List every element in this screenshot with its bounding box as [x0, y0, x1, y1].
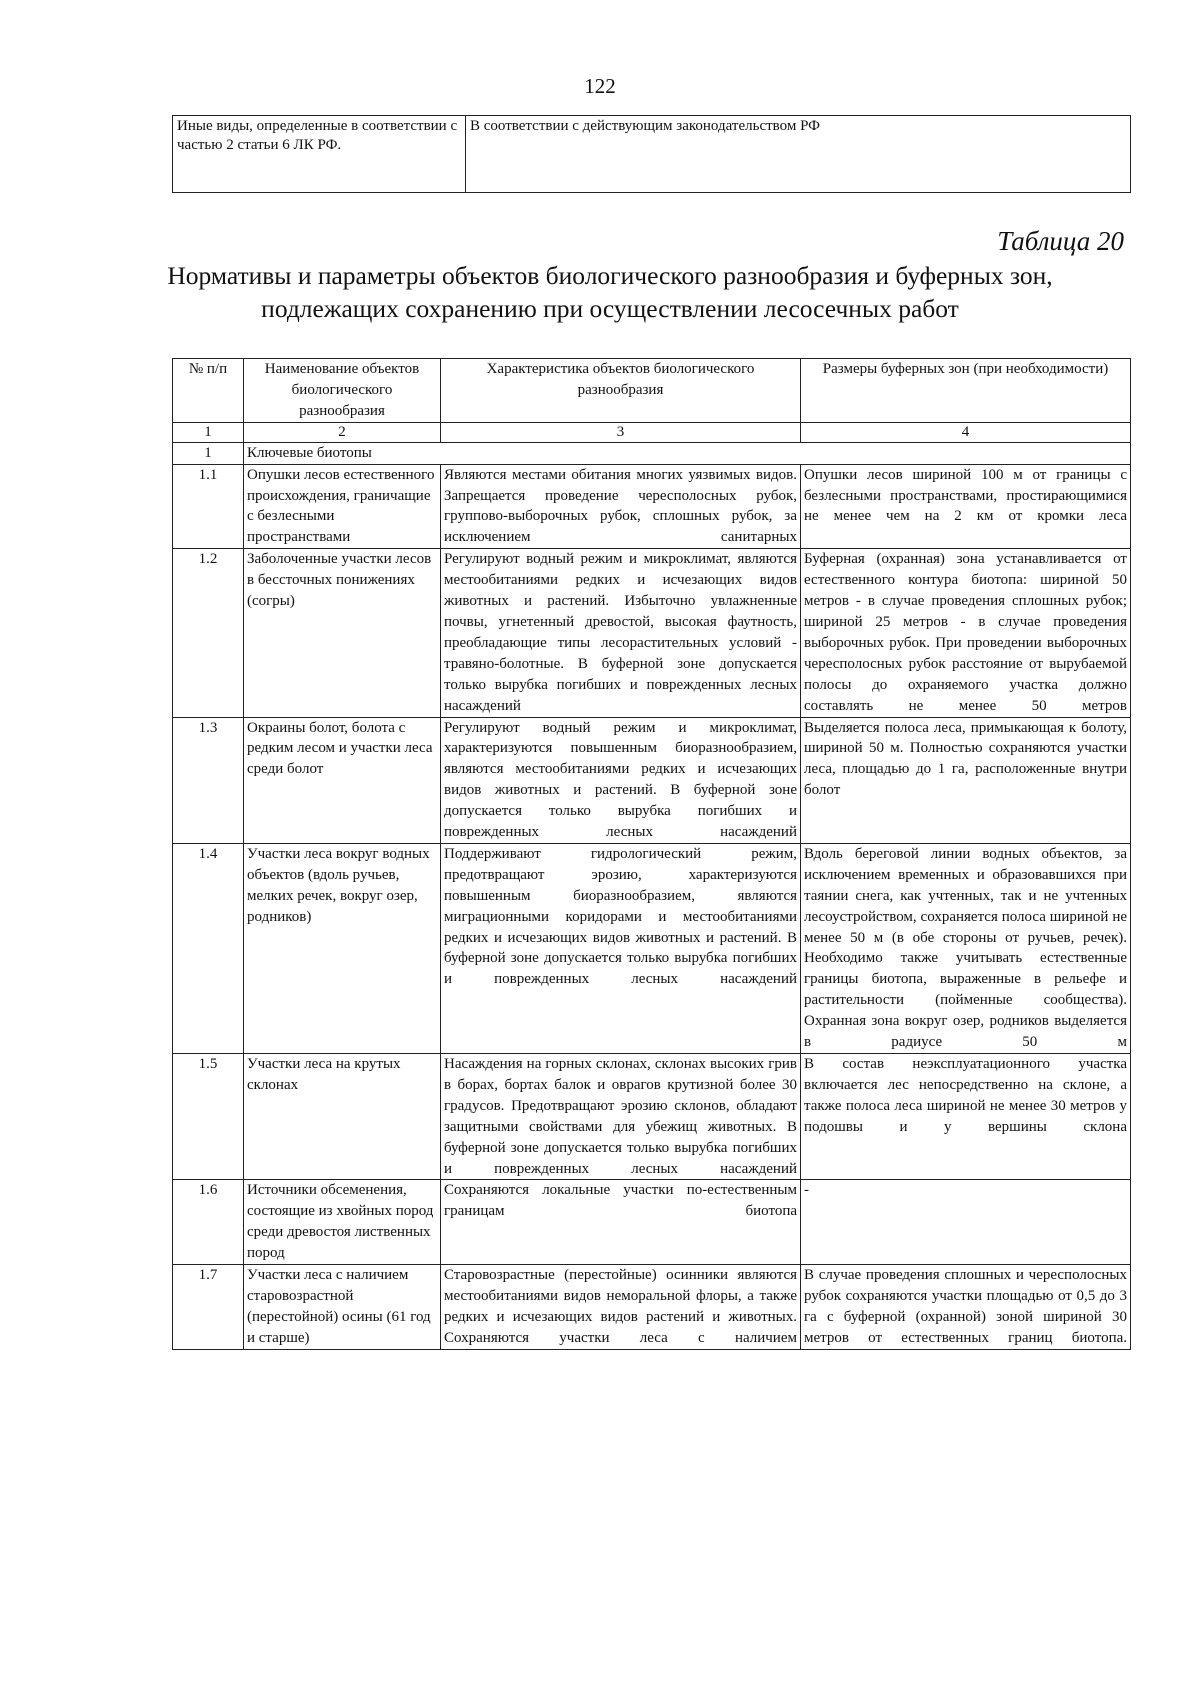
row-num: 1.1 [173, 464, 244, 549]
row-characteristic: Сохраняются локальные участки по-естественным границам биотопа [441, 1180, 801, 1265]
row-name: Заболоченные участки лесов в бессточных понижениях (согры) [244, 549, 441, 717]
column-number: 4 [801, 422, 1131, 442]
column-number: 1 [173, 422, 244, 442]
other-types-cell: Иные виды, определенные в соответствии с частью 2 статьи 6 ЛК РФ. [173, 116, 466, 193]
table-row [173, 843, 1131, 1053]
column-number: 3 [441, 422, 801, 442]
row-num: 1.6 [173, 1180, 244, 1265]
row-characteristic: Насаждения на горных склонах, склонах высоких грив в борах, бортах балок и оврагов крутизной более 30 градусов. Предотвращают эрозию склонов, обладают защитными свойствами для убежищ животных. В буферной зоне допускается только вырубка погибших и поврежденных лесных насаждений [441, 1054, 801, 1180]
row-characteristic: Старовозрастные (перестойные) осинники являются местообитаниями видов неморальной флоры, а также редких и исчезающих видов растений и животных. Сохраняются участки леса с наличием [441, 1265, 801, 1350]
page-number: 122 [584, 74, 616, 98]
table-row [173, 717, 1131, 843]
header-num: № п/п [173, 359, 244, 423]
table-row [173, 1054, 1131, 1180]
row-name: Опушки лесов естественного происхождения, граничащие с безлесными пространствами [244, 464, 441, 549]
section-name: Ключевые биотопы [244, 442, 1131, 464]
row-characteristic: Поддерживают гидрологический режим, предотвращают эрозию, характеризуются повышенным биоразнообразием, являются миграционными коридорами и местообитаниями редких и исчезающих видов животных и растений. В буферной зоне допускается только вырубка погибших и поврежденных лесных насаждений [441, 843, 801, 1053]
header-characteristic: Характеристика объектов биологического разнообразия [441, 359, 801, 423]
column-number-row [173, 422, 1131, 442]
row-num: 1.4 [173, 843, 244, 1053]
row-num: 1.3 [173, 717, 244, 843]
table-row [173, 1180, 1131, 1265]
header-row [173, 359, 1131, 423]
row-name: Участки леса вокруг водных объектов (вдоль ручьев, мелких речек, вокруг озер, родников) [244, 843, 441, 1053]
row-buffer: - [801, 1180, 1131, 1265]
table-title: Нормативы и параметры объектов биологического разнообразия и буферных зон, подлежащих сохранению при осуществлении лесосечных работ [167, 261, 1053, 323]
row-characteristic: Регулируют водный режим и микроклимат, характеризуются повышенным биоразнообразием, являются местообитаниями редких и исчезающих видов животных и растений. В буферной зоне допускается только вырубка погибших и поврежденных лесных насаждений [441, 717, 801, 843]
table-row [173, 464, 1131, 549]
header-buffer: Размеры буферных зон (при необходимости) [801, 359, 1131, 423]
row-buffer: Буферная (охранная) зона устанавливается от естественного контура биотопа: шириной 50 метров - в случае проведения сплошных рубок; шириной 25 метров - в случае проведения выборочных рубок. При проведении выборочных чересполосных рубок расстояние от вырубаемой полосы до охраняемого участка должно составлять не менее 50 метров [801, 549, 1131, 717]
row-num: 1.7 [173, 1265, 244, 1350]
row-characteristic: Являются местами обитания многих уязвимых видов. Запрещается проведение чересполосных рубок, группово-выборочных рубок, сплошных рубок, за исключением санитарных [441, 464, 801, 549]
row-buffer: Выделяется полоса леса, примыкающая к болоту, шириной 50 м. Полностью сохраняются участки леса, площадью до 1 га, расположенные внутри болот [801, 717, 1131, 843]
table-row [173, 116, 1131, 193]
section-num: 1 [173, 442, 244, 464]
table-row [173, 1265, 1131, 1350]
row-characteristic: Регулируют водный режим и микроклимат, являются местообитаниями редких и исчезающих видов животных и растений. Избыточно увлажненные почвы, угнетенный древостой, высокая фаутность, преобладающие типы лесорастительных условий - травяно-болотные. В буферной зоне допускается только вырубка погибших и поврежденных лесных насаждений [441, 549, 801, 717]
row-name: Окраины болот, болота с редким лесом и участки леса среди болот [244, 717, 441, 843]
header-name: Наименование объектов биологического разнообразия [244, 359, 441, 423]
table-label: Таблица 20 [997, 226, 1124, 256]
biodiversity-table [172, 358, 1131, 1350]
row-name: Источники обсеменения, состоящие из хвойных пород среди древостоя лиственных пород [244, 1180, 441, 1265]
row-buffer: Вдоль береговой линии водных объектов, за исключением временных и образовавшихся при таянии снега, как учтенных, так и не учтенных лесоустройством, сохраняется полоса шириной не менее 50 м (в обе стороны от ручьев, речек). Необходимо также учитывать естественные границы биотопа, выраженные в рельефе и растительности (пойменные сообщества). Охранная зона вокруг озер, родников выделяется в радиусе 50 м [801, 843, 1131, 1053]
row-num: 1.2 [173, 549, 244, 717]
legislation-cell: В соответствии с действующим законодательством РФ [466, 116, 1131, 193]
row-buffer: В состав неэксплуатационного участка включается лес непосредственно на склоне, а также полоса леса шириной не менее 30 метров у подошвы и у вершины склона [801, 1054, 1131, 1180]
section-row [173, 442, 1131, 464]
table-row [173, 549, 1131, 717]
row-buffer: Опушки лесов шириной 100 м от границы с безлесными пространствами, простирающимися не менее чем на 2 км от кромки леса [801, 464, 1131, 549]
row-buffer: В случае проведения сплошных и чересполосных рубок сохраняются участки площадью от 0,5 до 3 га с буферной (охранной) зоной шириной 30 метров от естественных границ биотопа. [801, 1265, 1131, 1350]
row-name: Участки леса на крутых склонах [244, 1054, 441, 1180]
row-name: Участки леса с наличием старовозрастной (перестойной) осины (61 год и старше) [244, 1265, 441, 1350]
continuation-table [172, 115, 1131, 193]
row-num: 1.5 [173, 1054, 244, 1180]
column-number: 2 [244, 422, 441, 442]
